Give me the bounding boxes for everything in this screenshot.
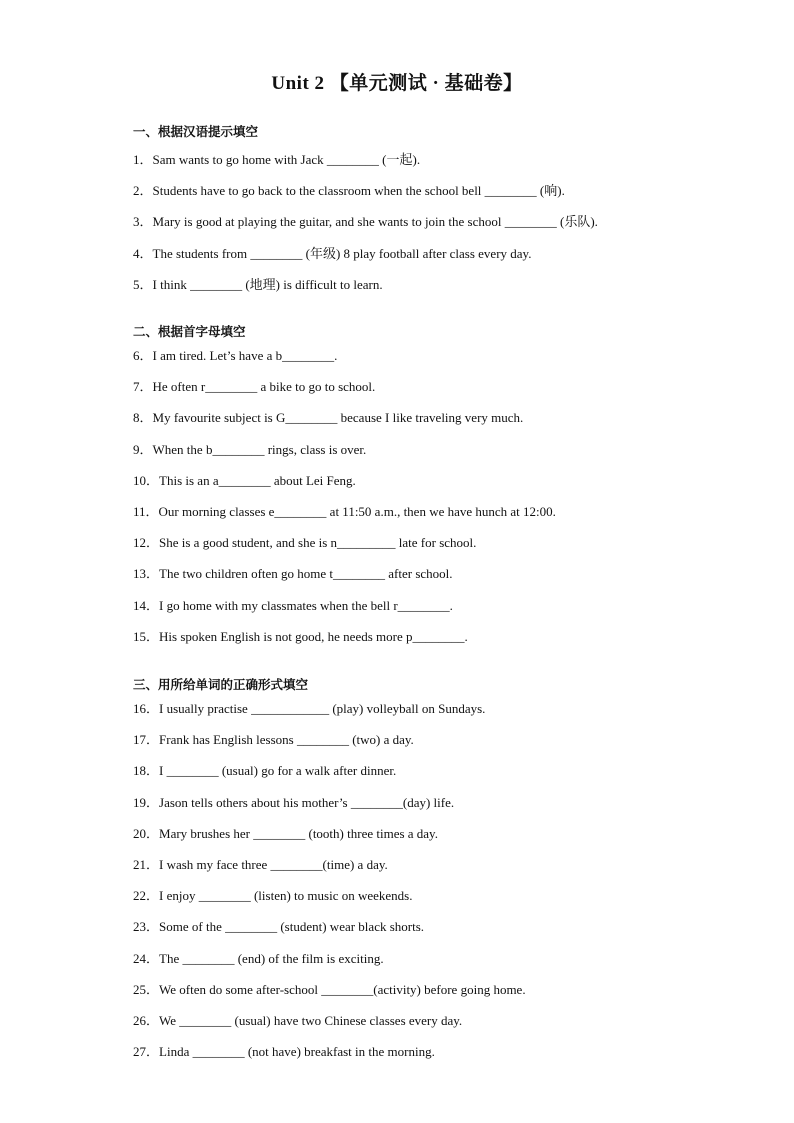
question-item xyxy=(133,1042,753,1073)
question-text: She is a good student, and she is n_________ late for school. xyxy=(159,535,477,551)
question-number: 26． xyxy=(133,1012,160,1028)
question-item xyxy=(133,150,753,181)
question-item xyxy=(133,886,753,917)
section-chinese-hint xyxy=(133,122,753,306)
question-number: 19． xyxy=(133,794,160,810)
question-text: I ________ (usual) go for a walk after dinner. xyxy=(159,763,397,779)
question-number: 11． xyxy=(133,503,159,519)
question-text: I wash my face three ________(time) a day. xyxy=(159,856,388,872)
question-number: 25． xyxy=(133,981,160,997)
question-item xyxy=(133,275,753,306)
question-item xyxy=(133,855,753,886)
question-item xyxy=(133,408,753,439)
question-text: When the b________ rings, class is over. xyxy=(152,441,367,457)
question-item xyxy=(133,181,753,212)
question-number: 9． xyxy=(133,441,153,457)
question-item xyxy=(133,346,753,377)
question-item xyxy=(133,502,753,533)
question-text: Mary is good at playing the guitar, and she wants to join the school ________ (乐队). xyxy=(152,214,598,230)
question-number: 17． xyxy=(133,732,160,748)
question-number: 12． xyxy=(133,535,160,551)
question-text: I usually practise ____________ (play) volleyball on Sundays. xyxy=(159,701,486,716)
question-number: 22． xyxy=(133,888,160,904)
question-number: 18． xyxy=(133,763,160,779)
question-text: We ________ (usual) have two Chinese classes every day. xyxy=(159,1012,463,1028)
question-item xyxy=(133,1011,753,1042)
question-text: We often do some after-school ________(activity) before going home. xyxy=(159,981,526,997)
question-text: Jason tells others about his mother’s ________(day) life. xyxy=(159,794,455,810)
question-number: 13． xyxy=(133,566,160,582)
question-item xyxy=(133,980,753,1011)
question-number: 10． xyxy=(133,472,160,488)
question-text: I am tired. Let’s have a b________. xyxy=(152,348,338,363)
question-item xyxy=(133,212,753,243)
question-number: 15． xyxy=(133,628,160,644)
section-heading: 一、根据汉语提示填空 xyxy=(133,124,259,139)
question-number: 7． xyxy=(133,379,153,395)
question-number: 5． xyxy=(133,276,153,292)
section-word-forms xyxy=(133,675,753,1073)
question-item xyxy=(133,730,753,761)
question-number: 16． xyxy=(133,701,160,716)
question-text: The ________ (end) of the film is exciting. xyxy=(159,950,384,966)
question-text: Some of the ________ (student) wear black shorts. xyxy=(159,919,425,935)
question-item xyxy=(133,440,753,471)
section-heading: 三、用所给单词的正确形式填空 xyxy=(133,677,309,692)
question-item xyxy=(133,564,753,595)
question-item xyxy=(133,793,753,824)
question-number: 24． xyxy=(133,950,160,966)
question-text: Frank has English lessons ________ (two) a day. xyxy=(159,732,414,748)
question-item xyxy=(133,761,753,792)
question-number: 8． xyxy=(133,410,153,426)
question-text: I go home with my classmates when the bell r________. xyxy=(159,597,453,613)
question-number: 4． xyxy=(133,245,153,261)
section-first-letter xyxy=(133,322,753,658)
question-text: The two children often go home t________ after school. xyxy=(159,566,453,582)
question-text: Our morning classes e________ at 11:50 a.m., then we have hunch at 12:00. xyxy=(158,503,556,519)
question-text: Sam wants to go home with Jack ________ (一起). xyxy=(152,152,421,167)
question-item xyxy=(133,627,753,658)
question-item xyxy=(133,471,753,502)
question-number: 6． xyxy=(133,348,153,363)
page-title: Unit 2 【单元测试 · 基础卷】 xyxy=(271,73,523,94)
question-number: 20． xyxy=(133,825,160,841)
question-item xyxy=(133,917,753,948)
question-item xyxy=(133,533,753,564)
question-number: 1． xyxy=(133,152,153,167)
question-text: This is an a________ about Lei Feng. xyxy=(159,472,356,488)
question-text: Mary brushes her ________ (tooth) three times a day. xyxy=(159,825,438,841)
question-text: He often r________ a bike to go to school. xyxy=(152,379,376,395)
question-number: 21． xyxy=(133,856,160,872)
question-number: 23． xyxy=(133,919,160,935)
question-item xyxy=(133,824,753,855)
question-text: Students have to go back to the classroom when the school bell ________ (响). xyxy=(152,183,565,199)
question-text: The students from ________ (年级) 8 play football after class every day. xyxy=(152,245,532,261)
question-number: 27． xyxy=(133,1044,160,1060)
question-text: I enjoy ________ (listen) to music on weekends. xyxy=(159,888,413,904)
question-item xyxy=(133,244,753,275)
section-heading: 二、根据首字母填空 xyxy=(133,324,246,339)
question-item xyxy=(133,699,753,730)
question-number: 3． xyxy=(133,214,153,230)
question-text: My favourite subject is G________ because I like traveling very much. xyxy=(152,410,524,426)
question-item xyxy=(133,596,753,627)
question-item xyxy=(133,949,753,980)
question-number: 14． xyxy=(133,597,160,613)
question-text: I think ________ (地理) is difficult to learn. xyxy=(152,276,383,292)
question-text: Linda ________ (not have) breakfast in the morning. xyxy=(159,1044,435,1060)
question-text: His spoken English is not good, he needs more p________. xyxy=(159,628,468,644)
question-number: 2． xyxy=(133,183,153,199)
question-item xyxy=(133,377,753,408)
